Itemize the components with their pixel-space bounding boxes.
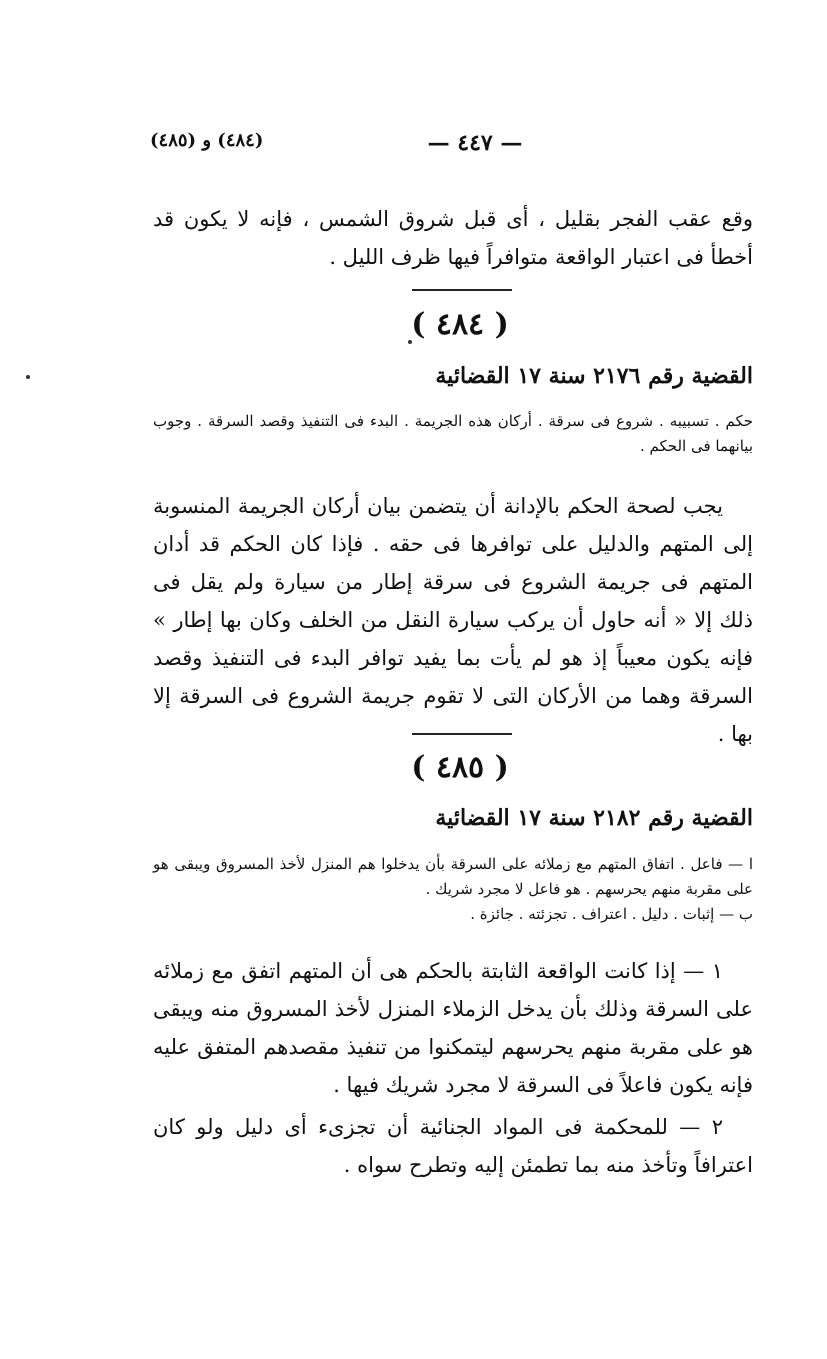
page-header <box>150 130 677 166</box>
case-484-summary <box>153 409 753 459</box>
case-485-summary-2: ب — إثبات . دليل . اعتراف . تجزئته . جائزة . <box>470 905 753 923</box>
case-484-number: ( ٤٨٤ ) <box>411 307 509 342</box>
case-484-reference: القضية رقم ٢١٧٦ سنة ١٧ القضائية <box>435 363 753 389</box>
case-485-summary <box>153 852 753 927</box>
margin-dot <box>26 375 30 379</box>
case-484-body <box>153 487 753 753</box>
case-484-body-text: يجب لصحة الحكم بالإدانة أن يتضمن بيان أركان الجريمة المنسوبة إلى المتهم والدليل على توافرها فى حقه . فإذا كان الحكم قد أدان المتهم فى جريمة الشروع فى سرقة إطار من سيارة ولم يقل فى ذلك إلا « أنه حاول أن يركب سيارة النقل من الخلف وكان بها إطار » فإنه يكون معيباً إذ هو لم يأت بما يفيد توافر البدء فى التنفيذ وقصد السرقة وهما من الأركان التى لا تقوم جريمة الشروع فى السرقة إلا بها . <box>153 494 753 746</box>
case-485-body-2: ٢ — للمحكمة فى المواد الجنائية أن تجزىء أى دليل ولو كان اعترافاً وتأخذ منه بما تطمئن إليه وتطرح سواه . <box>153 1115 753 1177</box>
case-485-summary-1: ا — فاعل . اتفاق المتهم مع زملائه على السرقة بأن يدخلوا هم المنزل لأخذ المسروق ويبقى هو على مقربة منهم يحرسهم . هو فاعل لا مجرد شريك . <box>153 855 753 898</box>
continuation-paragraph <box>153 200 753 276</box>
page-number: — ٤٤٧ — <box>427 130 523 156</box>
case-485-body <box>153 952 753 1184</box>
section-divider <box>412 289 512 291</box>
running-head: (٤٨٤) و (٤٨٥) <box>150 130 264 151</box>
case-485-body-1: ١ — إذا كانت الواقعة الثابتة بالحكم هى أن المتهم اتفق مع زملائه على السرقة وذلك بأن يدخل الزملاء المنزل لأخذ المسروق منه ويبقى هو على مقربة منهم يحرسهم ليتمكنوا من تنفيذ مقصدهم المتفق عليه فإنه يكون فاعلاً فى السرقة لا مجرد شريك فيها . <box>153 959 753 1097</box>
section-divider <box>412 733 512 735</box>
continuation-text: وقع عقب الفجر بقليل ، أى قبل شروق الشمس ، فإنه لا يكون قد أخطأ فى اعتبار الواقعة متوافراً فيها ظرف الليل . <box>153 207 753 269</box>
case-485-reference: القضية رقم ٢١٨٢ سنة ١٧ القضائية <box>435 805 753 831</box>
case-484-summary-text: حكم . تسبيبه . شروع فى سرقة . أركان هذه الجريمة . البدء فى التنفيذ وقصد السرقة . وجوب بيانهما فى الحكم . <box>153 412 753 455</box>
case-485-number: ( ٤٨٥ ) <box>411 750 509 785</box>
